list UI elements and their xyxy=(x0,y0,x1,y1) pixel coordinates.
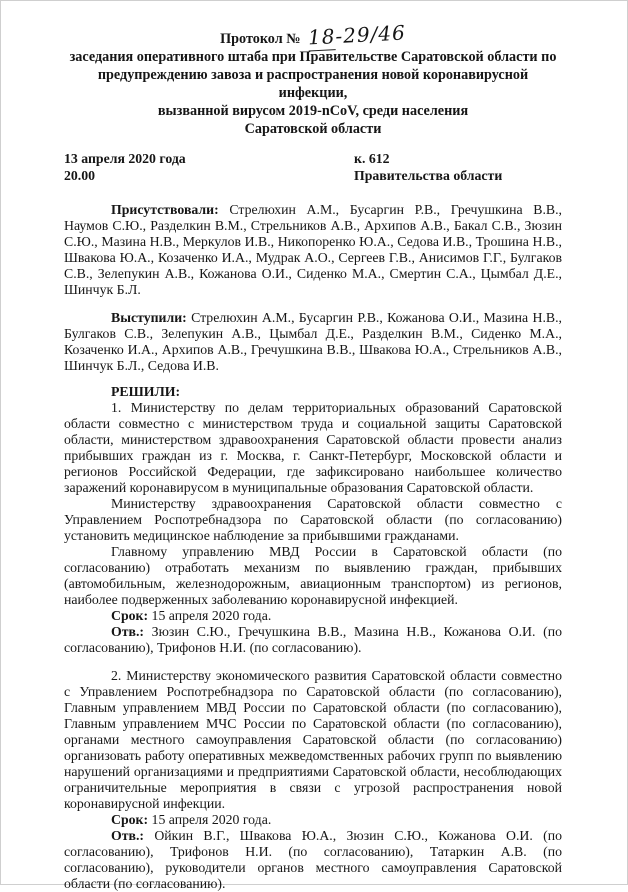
deadline-label: Срок: xyxy=(111,608,149,623)
protocol-number-line xyxy=(64,20,562,50)
deadline-label: Срок: xyxy=(111,812,149,827)
protocol-label: Протокол № xyxy=(220,31,301,47)
attendees-paragraph xyxy=(64,202,562,298)
speakers-label: Выступили: xyxy=(111,310,187,325)
responsible-value: Зюзин С.Ю., Гречушкина В.В., Мазина Н.В., Кожанова О.И. (по согласованию), Трифонов Н.И. (по согласованию). xyxy=(64,624,562,655)
decision-1-responsible xyxy=(64,624,562,656)
decision-2-responsible xyxy=(64,828,562,892)
deadline-value: 15 апреля 2020 года. xyxy=(151,812,272,827)
title-line-3: вызванной вирусом 2019-nCoV, среди населения xyxy=(157,103,469,119)
responsible-label: Отв.: xyxy=(111,828,145,843)
decision-1-deadline xyxy=(64,608,562,624)
decision-1-paragraph-3: Главному управлению МВД России в Саратовской области (по согласованию) отработать механизм по выявлению граждан, прибывших (автомобильным, железнодорожным, авиационным транспортом) из регионов, наиболее подверженных заболеванию коронавирусной инфекцией. xyxy=(64,544,562,607)
decision-item-1 xyxy=(64,400,562,656)
meeting-venue: Правительства области xyxy=(354,168,503,183)
attendees-names: Стрелюхин А.М., Бусаргин Р.В., Гречушкина В.В., Наумов С.Ю., Разделкин В.М., Стрельников А.В., Архипов А.В., Бакал С.В., Зюзин С.Ю., Мазина Н.В., Меркулов И.В., Никопоренко Ю.А., Седова И.В., Трошина Н.В., Швакова Ю.А., Козаченко И.А., Мудрак А.О., Сергеев Г.В., Анисимов Г.Г., Булгаков С.В., Зелепукин А.В., Кожанова О.И., Сиденко М.А., Смертин С.А., Цымбал Д.Е., Шинчук Б.Л. xyxy=(64,202,562,297)
title-line-1: заседания оперативного штаба при Правительстве Саратовской области по xyxy=(69,49,557,65)
decision-1-paragraph-2: Министерству здравоохранения Саратовской области совместно с Управлением Роспотребнадзора по Саратовской области (по согласованию) установить медицинское наблюдение за прибывшими гражданами. xyxy=(64,496,562,543)
decision-2-paragraph-1: 2. Министерству экономического развития Саратовской области совместно с Управлением Роспотребнадзора по Саратовской области (по согласованию), Главным управлением МВД России по Саратовской области (по согласованию), Главным управлением МЧС России по Саратовской области (по согласованию), органами местного самоуправления Саратовской области (по согласованию) организовать работу оперативных межведомственных рабочих групп по выявлению нарушений организациями и предприятиями Саратовской области, несоблюдающих ограничительные мероприятия в связи с угрозой распространения новой коронавирусной инфекции. xyxy=(64,668,562,811)
decisions-heading: РЕШИЛИ: xyxy=(111,384,181,399)
meeting-place xyxy=(354,150,562,184)
responsible-value: Ойкин В.Г., Швакова Ю.А., Зюзин С.Ю., Кожанова О.И. (по согласованию), Трифонов Н.И. (по согласованию), Татаркин А.В. (по согласованию), руководители органов местного самоуправления Саратовской области (по согласованию). xyxy=(64,828,562,891)
speakers-paragraph xyxy=(64,310,562,374)
meeting-datetime xyxy=(64,150,354,184)
decision-1-paragraph-1: 1. Министерству по делам территориальных образований Саратовской области совместно с министерством труда и социальной защиты Саратовской области, министерством здравоохранения Саратовской области провести анализ прибывших граждан из г. Москва, г. Санкт-Петербург, Московской области и регионов Российской Федерации, где зафиксировано наибольшее количество заражений коронавирусом в муниципальные образования Саратовской области. xyxy=(64,400,562,495)
title-line-4: Саратовской области xyxy=(244,121,382,137)
document-title xyxy=(64,20,562,138)
meeting-meta xyxy=(64,150,562,184)
deadline-value: 15 апреля 2020 года. xyxy=(151,608,272,623)
responsible-label: Отв.: xyxy=(111,624,145,639)
decision-item-2 xyxy=(64,668,562,892)
meeting-time: 20.00 xyxy=(64,168,96,183)
meeting-date: 13 апреля 2020 года xyxy=(64,151,186,166)
decision-2-deadline xyxy=(64,812,562,828)
speakers-names: Стрелюхин А.М., Бусаргин Р.В., Кожанова О.И., Мазина Н.В., Булгаков С.В., Зелепукин А.В., Цымбал Д.Е., Разделкин В.М., Сиденко М.А., Козаченко И.А., Архипов А.В., Гречушкина В.В., Швакова Ю.А., Стрельников А.В., Шинчук Б.Л., Седова И.В. xyxy=(64,310,562,373)
attendees-label: Присутствовали: xyxy=(111,202,219,217)
protocol-number-part1: 18 xyxy=(307,24,337,50)
title-line-2: предупреждению завоза и распространения новой коронавирусной инфекции, xyxy=(97,67,529,101)
protocol-number-handwritten xyxy=(307,20,407,50)
protocol-number-part2: -29/46 xyxy=(334,20,407,49)
meeting-room: к. 612 xyxy=(354,151,390,166)
